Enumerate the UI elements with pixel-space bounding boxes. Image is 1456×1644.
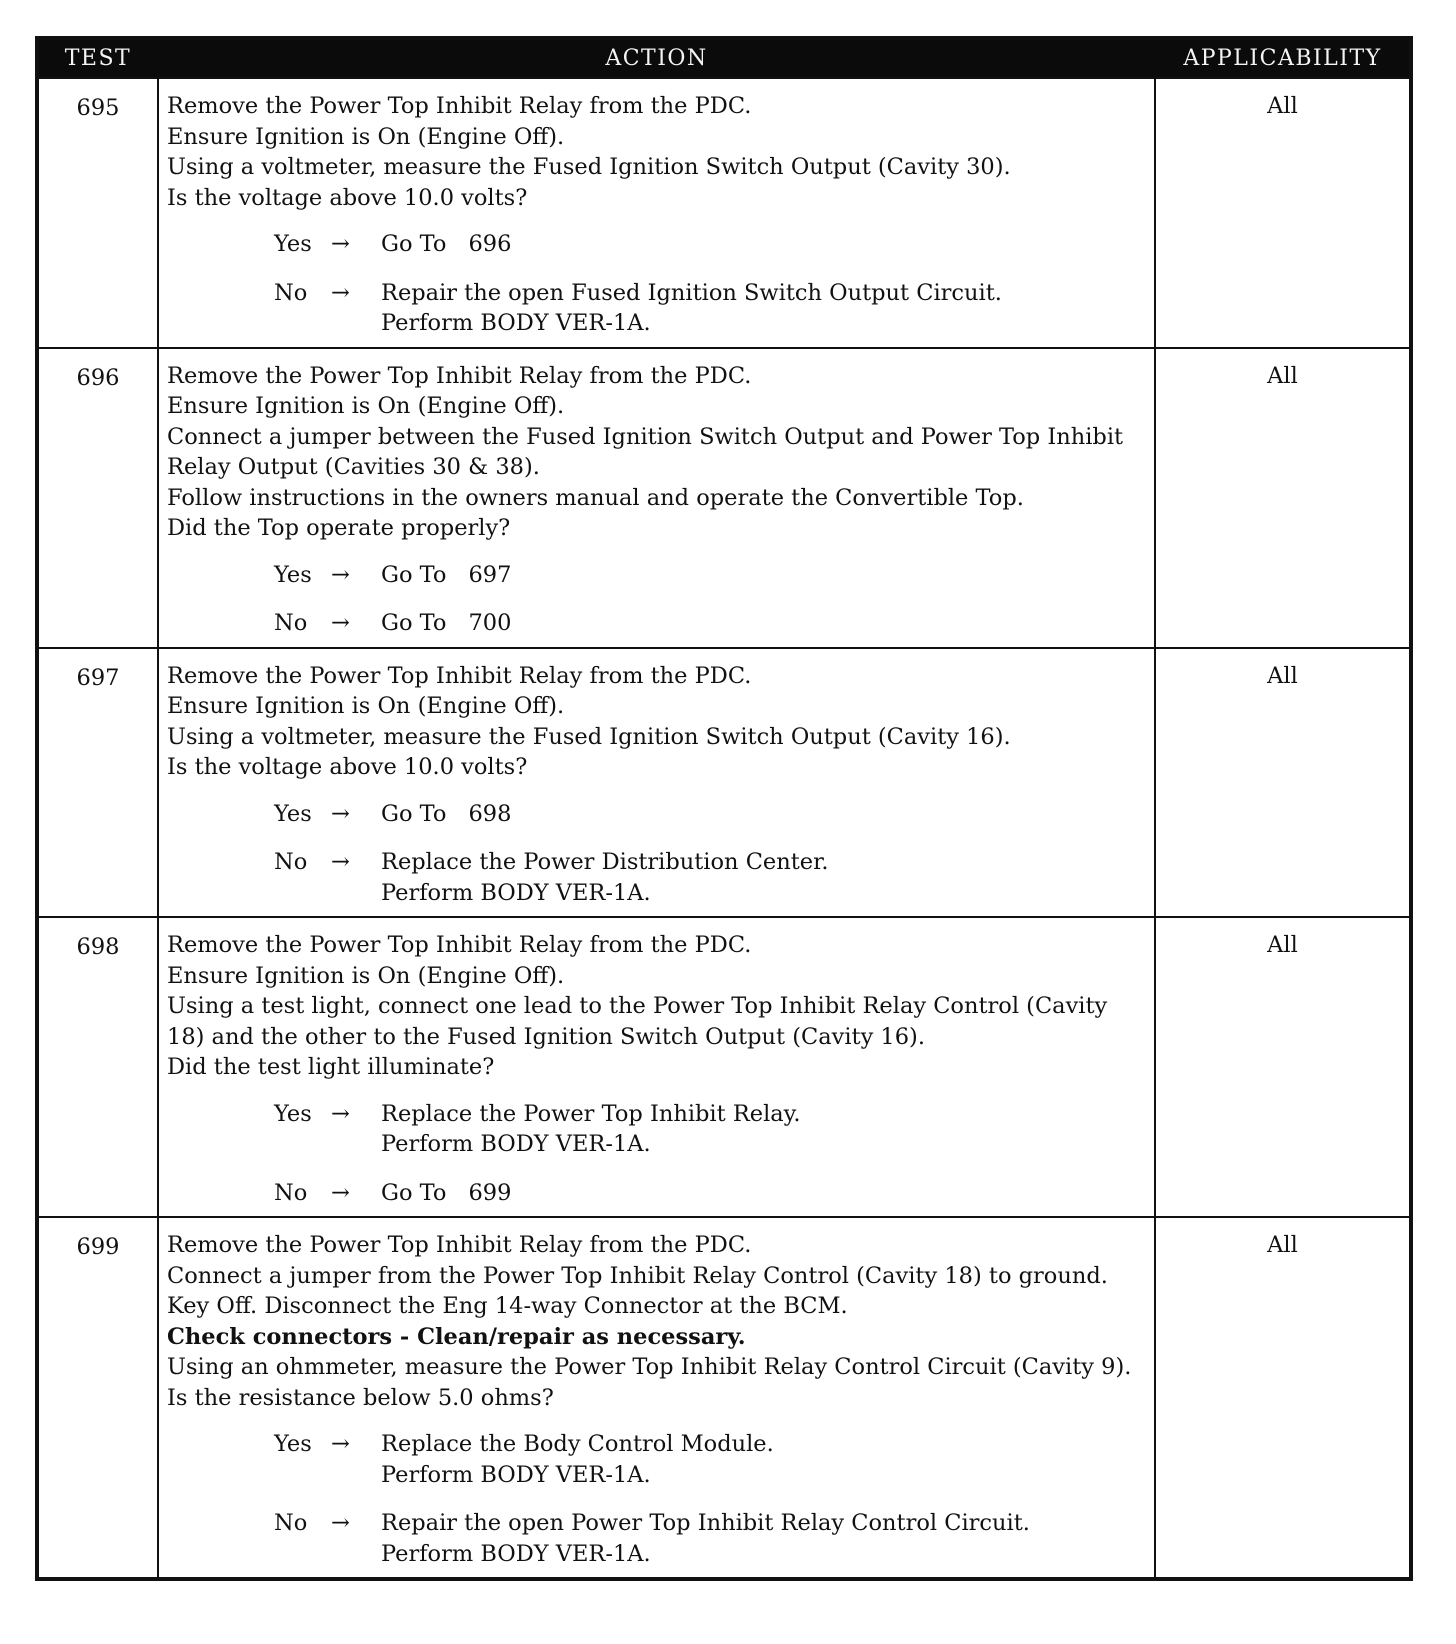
- header-action: ACTION: [158, 38, 1155, 78]
- yes-label: Yes: [274, 800, 312, 827]
- header-test: TEST: [37, 38, 158, 78]
- action-step: Using a test light, connect one lead to the Power Top Inhibit Relay Control (Cavity: [167, 993, 1108, 1019]
- action-step: Follow instructions in the owners manual and operate the Convertible Top.: [167, 484, 1024, 511]
- action-cell: [158, 1217, 1155, 1579]
- no-result: [381, 847, 829, 908]
- yes-label: Yes: [274, 231, 312, 257]
- yes-result: [381, 799, 511, 830]
- applicability-cell: All: [1155, 78, 1411, 348]
- action-step: Using an ohmmeter, measure the Power Top Inhibit Relay Control Circuit (Cavity 9).: [167, 1354, 1132, 1380]
- no-result: [381, 278, 1002, 339]
- yes-goto-test: 698: [468, 800, 512, 827]
- no-result-line: [381, 1178, 511, 1209]
- action-step: Is the resistance below 5.0 ohms?: [167, 1384, 554, 1411]
- arrow-right-icon: →: [331, 800, 350, 827]
- no-result-followup: Perform BODY VER-1A.: [381, 1540, 651, 1567]
- no-label: No: [274, 1510, 308, 1536]
- yes-result: [381, 1099, 801, 1160]
- action-cell: [158, 648, 1155, 918]
- arrow-right-icon: →: [331, 849, 350, 875]
- yes-branch: [167, 560, 1150, 591]
- action-step: Remove the Power Top Inhibit Relay from the PDC.: [167, 932, 752, 958]
- action-step: Remove the Power Top Inhibit Relay from the PDC.: [167, 362, 752, 389]
- yes-result: [381, 229, 511, 260]
- yes-branch: [167, 229, 1150, 260]
- action-step: Connect a jumper between the Fused Ignition Switch Output and Power Top Inhibit: [167, 423, 1124, 450]
- yes-result-line: [381, 229, 511, 260]
- arrow-right-icon: →: [331, 1431, 350, 1457]
- action-step: Is the voltage above 10.0 volts?: [167, 754, 528, 780]
- yes-label: Yes: [274, 561, 312, 588]
- action-step: Ensure Ignition is On (Engine Off).: [167, 693, 565, 719]
- action-step: Remove the Power Top Inhibit Relay from the PDC.: [167, 1232, 752, 1258]
- no-result-line: [381, 278, 1002, 309]
- yes-branch: [167, 1099, 1150, 1160]
- action-step: Remove the Power Top Inhibit Relay from the PDC.: [167, 93, 752, 119]
- action-step: Ensure Ignition is On (Engine Off).: [167, 962, 565, 989]
- no-branch: [167, 1508, 1150, 1569]
- table-header-row: [37, 38, 1411, 78]
- action-step: 18) and the other to the Fused Ignition Switch Output (Cavity 16).: [167, 1023, 925, 1050]
- no-result-text: Replace the Power Distribution Center.: [381, 849, 829, 875]
- action-step: Ensure Ignition is On (Engine Off).: [167, 123, 565, 150]
- arrow-right-icon: →: [331, 231, 350, 257]
- yes-branch: [167, 1429, 1150, 1490]
- no-result: [381, 1178, 511, 1209]
- action-cell: [158, 78, 1155, 348]
- no-goto-test: 699: [468, 1179, 512, 1206]
- no-result-line: [381, 608, 511, 639]
- table-row: [37, 917, 1411, 1217]
- yes-result-text: Go To: [381, 561, 447, 588]
- action-step: Did the test light illuminate?: [167, 1054, 495, 1080]
- test-number: 698: [37, 917, 158, 1217]
- arrow-right-icon: →: [331, 610, 350, 636]
- arrow-right-icon: →: [331, 561, 350, 588]
- arrow-right-icon: →: [331, 1179, 350, 1206]
- yes-result: [381, 560, 511, 591]
- yes-result-line: [381, 1429, 774, 1460]
- yes-result-text: Replace the Power Top Inhibit Relay.: [381, 1100, 801, 1127]
- header-applicability: APPLICABILITY: [1155, 38, 1411, 78]
- yes-label: Yes: [274, 1431, 312, 1457]
- diagnostic-table: [35, 36, 1413, 1581]
- no-result-line: [381, 847, 829, 878]
- action-step: Is the voltage above 10.0 volts?: [167, 184, 528, 211]
- action-step: Did the Top operate properly?: [167, 515, 511, 541]
- diagnostic-table-page: [35, 36, 1409, 1581]
- no-result-text: Go To: [381, 1179, 447, 1206]
- yes-result-followup: Perform BODY VER-1A.: [381, 1461, 651, 1488]
- yes-goto-test: 696: [468, 231, 512, 257]
- table-row: [37, 648, 1411, 918]
- applicability-cell: All: [1155, 917, 1411, 1217]
- yes-label: Yes: [274, 1100, 312, 1127]
- applicability-cell: All: [1155, 1217, 1411, 1579]
- action-step: Using a voltmeter, measure the Fused Ignition Switch Output (Cavity 16).: [167, 723, 1011, 750]
- no-branch: [167, 847, 1150, 908]
- test-number: 695: [37, 78, 158, 348]
- action-step: Remove the Power Top Inhibit Relay from the PDC.: [167, 662, 752, 689]
- table-row: [37, 78, 1411, 348]
- arrow-right-icon: →: [331, 279, 350, 306]
- yes-result-line: [381, 799, 511, 830]
- no-label: No: [274, 610, 308, 636]
- yes-result-line: [381, 560, 511, 591]
- yes-result-followup: Perform BODY VER-1A.: [381, 1131, 651, 1157]
- no-result: [381, 608, 511, 639]
- yes-goto-test: 697: [468, 561, 512, 588]
- yes-result-text: Go To: [381, 800, 447, 827]
- no-branch: [167, 1178, 1150, 1209]
- no-result-followup: Perform BODY VER-1A.: [381, 879, 651, 906]
- yes-result-text: Replace the Body Control Module.: [381, 1431, 774, 1457]
- action-step: Ensure Ignition is On (Engine Off).: [167, 393, 565, 419]
- no-result-followup: Perform BODY VER-1A.: [381, 310, 651, 336]
- yes-branch: [167, 799, 1150, 830]
- action-cell: [158, 917, 1155, 1217]
- no-label: No: [274, 1179, 308, 1206]
- no-branch: [167, 608, 1150, 639]
- no-result-text: Repair the open Power Top Inhibit Relay Control Circuit.: [381, 1510, 1030, 1536]
- table-row: [37, 348, 1411, 648]
- no-label: No: [274, 279, 308, 306]
- no-result-text: Repair the open Fused Ignition Switch Output Circuit.: [381, 279, 1002, 306]
- action-step: Using a voltmeter, measure the Fused Ignition Switch Output (Cavity 30).: [167, 154, 1011, 180]
- action-step: Key Off. Disconnect the Eng 14-way Connector at the BCM.: [167, 1293, 848, 1319]
- table-row: [37, 1217, 1411, 1579]
- no-result: [381, 1508, 1030, 1569]
- no-branch: [167, 278, 1150, 339]
- test-number: 699: [37, 1217, 158, 1579]
- yes-result-text: Go To: [381, 231, 447, 257]
- applicability-cell: All: [1155, 648, 1411, 918]
- arrow-right-icon: →: [331, 1510, 350, 1536]
- applicability-cell: All: [1155, 348, 1411, 648]
- test-number: 697: [37, 648, 158, 918]
- action-step: Connect a jumper from the Power Top Inhibit Relay Control (Cavity 18) to ground.: [167, 1262, 1108, 1289]
- action-step: Relay Output (Cavities 30 & 38).: [167, 454, 540, 480]
- yes-result: [381, 1429, 774, 1490]
- no-label: No: [274, 849, 308, 875]
- test-number: 696: [37, 348, 158, 648]
- yes-result-line: [381, 1099, 801, 1130]
- action-step: Check connectors - Clean/repair as necessary.: [167, 1323, 746, 1350]
- no-result-text: Go To: [381, 610, 447, 636]
- arrow-right-icon: →: [331, 1100, 350, 1127]
- no-result-line: [381, 1508, 1030, 1539]
- action-cell: [158, 348, 1155, 648]
- no-goto-test: 700: [468, 610, 512, 636]
